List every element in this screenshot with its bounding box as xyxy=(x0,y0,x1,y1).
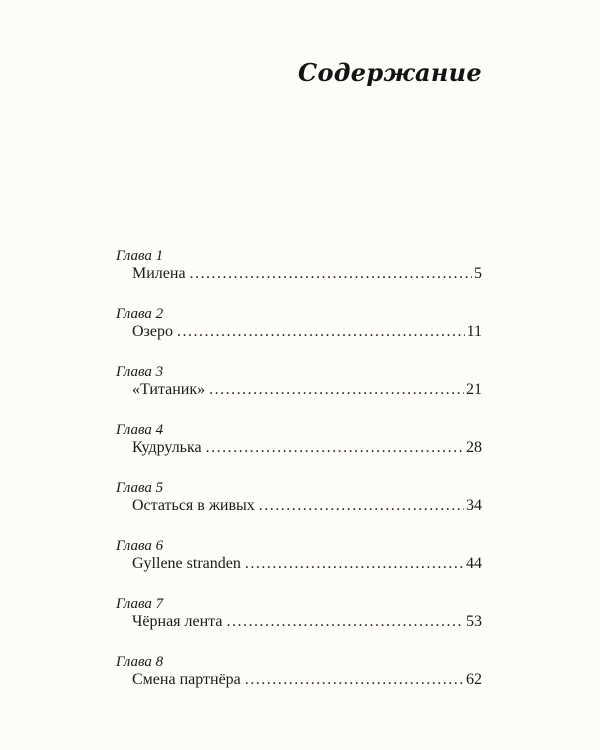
chapter-row xyxy=(132,671,482,693)
dot-leader xyxy=(259,497,464,515)
chapter-label: Глава 8 xyxy=(116,654,164,670)
chapter-title: Остаться в живых xyxy=(132,497,255,514)
chapter-row xyxy=(132,613,482,635)
chapter-title: Смена партнёра xyxy=(132,671,241,688)
chapter-row xyxy=(132,555,482,577)
chapter-title: Gyllene stranden xyxy=(132,555,241,572)
chapter-label: Глава 4 xyxy=(116,422,164,438)
chapter-row xyxy=(132,265,482,287)
chapter-title: Озеро xyxy=(132,323,173,340)
page-number: 62 xyxy=(466,671,482,688)
toc-entry-5 xyxy=(116,479,482,537)
chapter-label: Глава 6 xyxy=(116,538,164,554)
page-number: 11 xyxy=(466,323,482,340)
chapter-label: Глава 7 xyxy=(116,596,164,612)
page-number: 21 xyxy=(466,381,482,398)
toc-entry-3 xyxy=(116,363,482,421)
toc-entry-4 xyxy=(116,421,482,479)
chapter-label: Глава 1 xyxy=(116,248,164,264)
dot-leader xyxy=(245,555,464,573)
toc-entry-8 xyxy=(116,653,482,711)
chapter-title: Чёрная лента xyxy=(132,613,223,630)
chapter-title: Кудрулька xyxy=(132,439,202,456)
dot-leader xyxy=(190,265,472,283)
chapter-label: Глава 3 xyxy=(116,364,164,380)
chapter-title: Милена xyxy=(132,265,186,282)
dot-leader xyxy=(206,439,464,457)
page-number: 53 xyxy=(466,613,482,630)
toc-entry-2 xyxy=(116,305,482,363)
chapter-row xyxy=(132,497,482,519)
table-of-contents xyxy=(116,247,482,711)
chapter-row xyxy=(132,323,482,345)
dot-leader xyxy=(209,381,464,399)
page-number: 5 xyxy=(474,265,482,282)
dot-leader xyxy=(226,613,464,631)
page-number: 44 xyxy=(466,555,482,572)
chapter-row xyxy=(132,381,482,403)
toc-entry-6 xyxy=(116,537,482,595)
dot-leader xyxy=(177,323,465,341)
page-title: Содержание xyxy=(298,58,482,87)
page-number: 34 xyxy=(466,497,482,514)
dot-leader xyxy=(245,671,464,689)
chapter-title: «Титаник» xyxy=(132,381,206,398)
toc-entry-7 xyxy=(116,595,482,653)
chapter-row xyxy=(132,439,482,461)
page-number: 28 xyxy=(466,439,482,456)
chapter-label: Глава 2 xyxy=(116,306,164,322)
chapter-label: Глава 5 xyxy=(116,480,164,496)
toc-entry-1 xyxy=(116,247,482,305)
